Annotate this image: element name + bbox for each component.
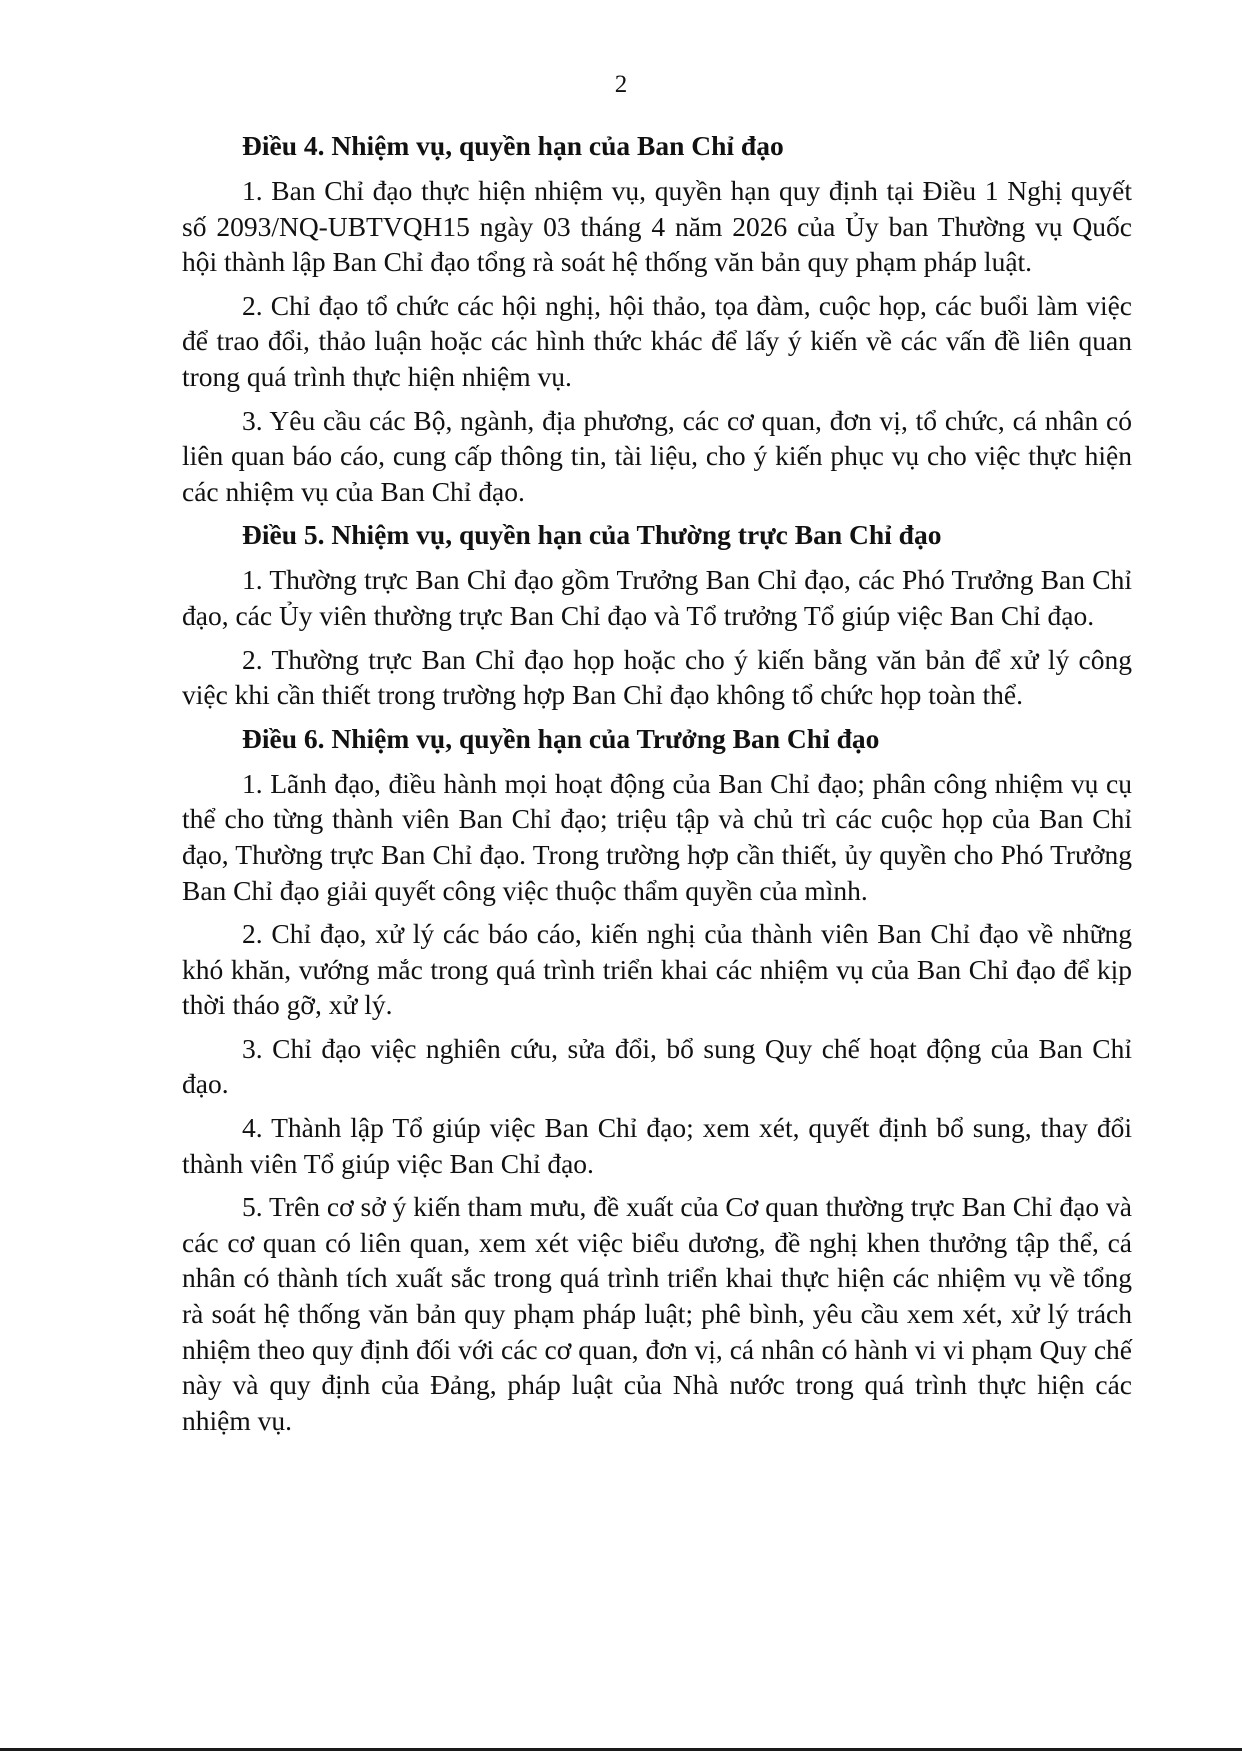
- page-number: 2: [614, 71, 628, 98]
- article-paragraph: 4. Thành lập Tổ giúp việc Ban Chỉ đạo; xem xét, quyết định bổ sung, thay đổi thành viên Tổ giúp việc Ban Chỉ đạo.: [182, 1112, 1132, 1179]
- article-heading: Điều 5. Nhiệm vụ, quyền hạn của Thường trực Ban Chỉ đạo: [242, 519, 942, 551]
- article-paragraph: 5. Trên cơ sở ý kiến tham mưu, đề xuất của Cơ quan thường trực Ban Chỉ đạo và các cơ quan có liên quan, xem xét việc biểu dương, đề nghị khen thưởng tập thể, cá nhân có thành tích xuất sắc trong quá trình triển khai thực hiện các nhiệm vụ về tổng rà soát hệ thống văn bản quy phạm pháp luật; phê bình, yêu cầu xem xét, xử lý trách nhiệm theo quy định đối với các cơ quan, đơn vị, cá nhân có hành vi vi phạm Quy chế này và quy định của Đảng, pháp luật của Nhà nước trong quá trình thực hiện các nhiệm vụ.: [182, 1191, 1132, 1436]
- article-paragraph: 3. Chỉ đạo việc nghiên cứu, sửa đổi, bổ sung Quy chế hoạt động của Ban Chỉ đạo.: [182, 1032, 1132, 1100]
- article-5: [182, 517, 1132, 712]
- article-paragraph: 1. Ban Chỉ đạo thực hiện nhiệm vụ, quyền hạn quy định tại Điều 1 Nghị quyết số 2093/NQ-UBTVQH15 ngày 03 tháng 4 năm 2026 của Ủy ban Thường vụ Quốc hội thành lập Ban Chỉ đạo tổng rà soát hệ thống văn bản quy phạm pháp luật.: [182, 175, 1132, 278]
- article-6: [182, 721, 1132, 1439]
- article-heading: Điều 4. Nhiệm vụ, quyền hạn của Ban Chỉ đạo: [242, 130, 784, 161]
- article-paragraph: 2. Thường trực Ban Chỉ đạo họp hoặc cho ý kiến bằng văn bản để xử lý công việc khi cần thiết trong trường hợp Ban Chỉ đạo không tổ chức họp toàn thể.: [182, 643, 1132, 711]
- article-paragraph: 3. Yêu cầu các Bộ, ngành, địa phương, các cơ quan, đơn vị, tổ chức, cá nhân có liên quan báo cáo, cung cấp thông tin, tài liệu, cho ý kiến phục vụ cho việc thực hiện các nhiệm vụ của Ban Chỉ đạo.: [182, 404, 1132, 507]
- article-paragraph: 1. Thường trực Ban Chỉ đạo gồm Trưởng Ban Chỉ đạo, các Phó Trưởng Ban Chỉ đạo, các Ủy viên thường trực Ban Chỉ đạo và Tổ trưởng Tổ giúp việc Ban Chỉ đạo.: [182, 564, 1132, 631]
- article-4: [182, 128, 1132, 509]
- article-paragraph: 2. Chỉ đạo tổ chức các hội nghị, hội thảo, tọa đàm, cuộc họp, các buổi làm việc để trao đổi, thảo luận hoặc các hình thức khác để lấy ý kiến về các vấn đề liên quan trong quá trình thực hiện nhiệm vụ.: [182, 289, 1132, 392]
- article-heading: Điều 6. Nhiệm vụ, quyền hạn của Trưởng Ban Chỉ đạo: [242, 722, 880, 754]
- document-body: [182, 128, 1132, 1446]
- article-paragraph: 1. Lãnh đạo, điều hành mọi hoạt động của Ban Chỉ đạo; phân công nhiệm vụ cụ thể cho từng thành viên Ban Chỉ đạo; triệu tập và chủ trì các cuộc họp của Ban Chỉ đạo, Thường trực Ban Chỉ đạo. Trong trường hợp cần thiết, ủy quyền cho Phó Trưởng Ban Chỉ đạo giải quyết công việc thuộc thẩm quyền của mình.: [182, 767, 1132, 906]
- article-paragraph: 2. Chỉ đạo, xử lý các báo cáo, kiến nghị của thành viên Ban Chỉ đạo về những khó khăn, vướng mắc trong quá trình triển khai các nhiệm vụ của Ban Chỉ đạo để kịp thời tháo gỡ, xử lý.: [182, 918, 1132, 1021]
- scan-bottom-edge: [0, 1748, 1242, 1751]
